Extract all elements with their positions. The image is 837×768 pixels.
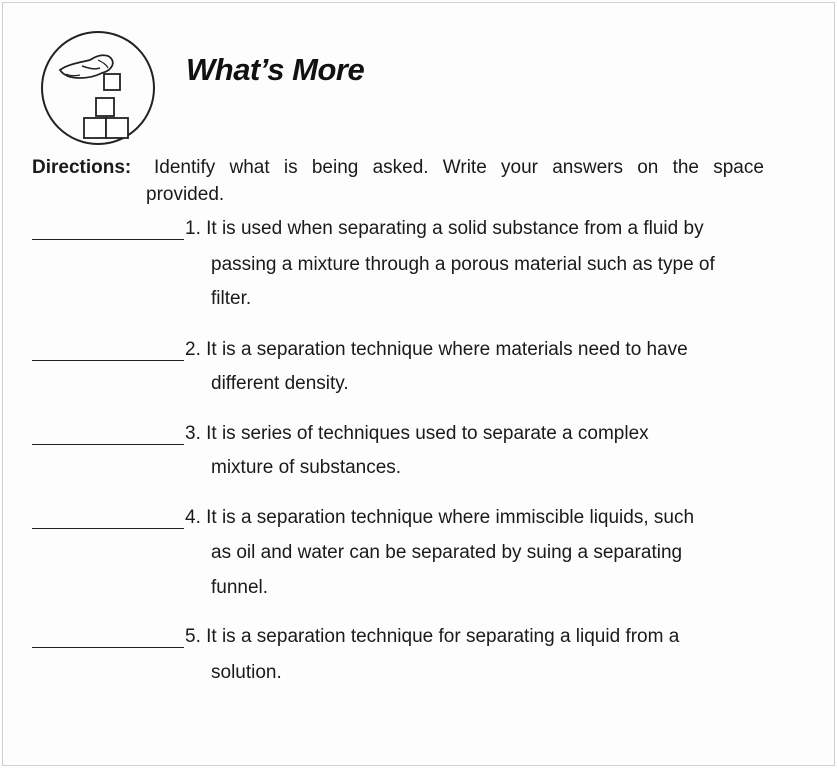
question-4-line-2: as oil and water can be separated by suing a separating — [211, 542, 683, 563]
answer-blank-4[interactable] — [32, 528, 184, 529]
question-4 — [32, 507, 792, 607]
directions-label: Directions: — [32, 157, 132, 178]
directions-word: is — [283, 157, 298, 178]
directions-word: the — [672, 157, 699, 178]
question-3-line-2: mixture of substances. — [211, 457, 402, 478]
directions-line-2: provided. — [146, 184, 225, 205]
question-3 — [32, 423, 792, 483]
answer-blank-5[interactable] — [32, 647, 184, 648]
question-2-line-1: 2. It is a separation technique where materials need to have — [185, 339, 688, 360]
directions-word: your — [501, 157, 538, 178]
directions — [32, 154, 764, 208]
directions-word: on — [637, 157, 659, 178]
directions-word: what — [229, 157, 270, 178]
question-2-line-2: different density. — [211, 373, 349, 394]
answer-blank-2[interactable] — [32, 360, 184, 361]
directions-line-1 — [32, 154, 764, 181]
directions-word: asked. — [372, 157, 429, 178]
section-title: What’s More — [186, 52, 365, 87]
question-4-line-3: funnel. — [211, 577, 269, 598]
hand-stacking-blocks-icon — [38, 30, 158, 150]
question-5-line-2: solution. — [211, 662, 282, 683]
question-5 — [32, 626, 792, 686]
question-3-line-1: 3. It is series of techniques used to separate a complex — [185, 423, 649, 444]
answer-blank-1[interactable] — [32, 239, 184, 240]
question-1-line-2: passing a mixture through a porous material such as type of — [211, 254, 715, 275]
directions-word: answers — [552, 157, 623, 178]
question-1-line-1: 1. It is used when separating a solid substance from a fluid by — [185, 218, 704, 239]
answer-blank-3[interactable] — [32, 444, 184, 445]
question-5-line-1: 5. It is a separation technique for separating a liquid from a — [185, 626, 680, 647]
question-1-line-3: filter. — [211, 288, 252, 309]
directions-word: Write — [442, 157, 487, 178]
question-4-line-1: 4. It is a separation technique where immiscible liquids, such — [185, 507, 695, 528]
question-2 — [32, 339, 792, 399]
directions-word: Identify — [154, 157, 216, 178]
directions-text — [144, 154, 764, 181]
directions-word: space — [713, 157, 764, 178]
question-1 — [32, 218, 792, 318]
directions-word: being — [311, 157, 359, 178]
